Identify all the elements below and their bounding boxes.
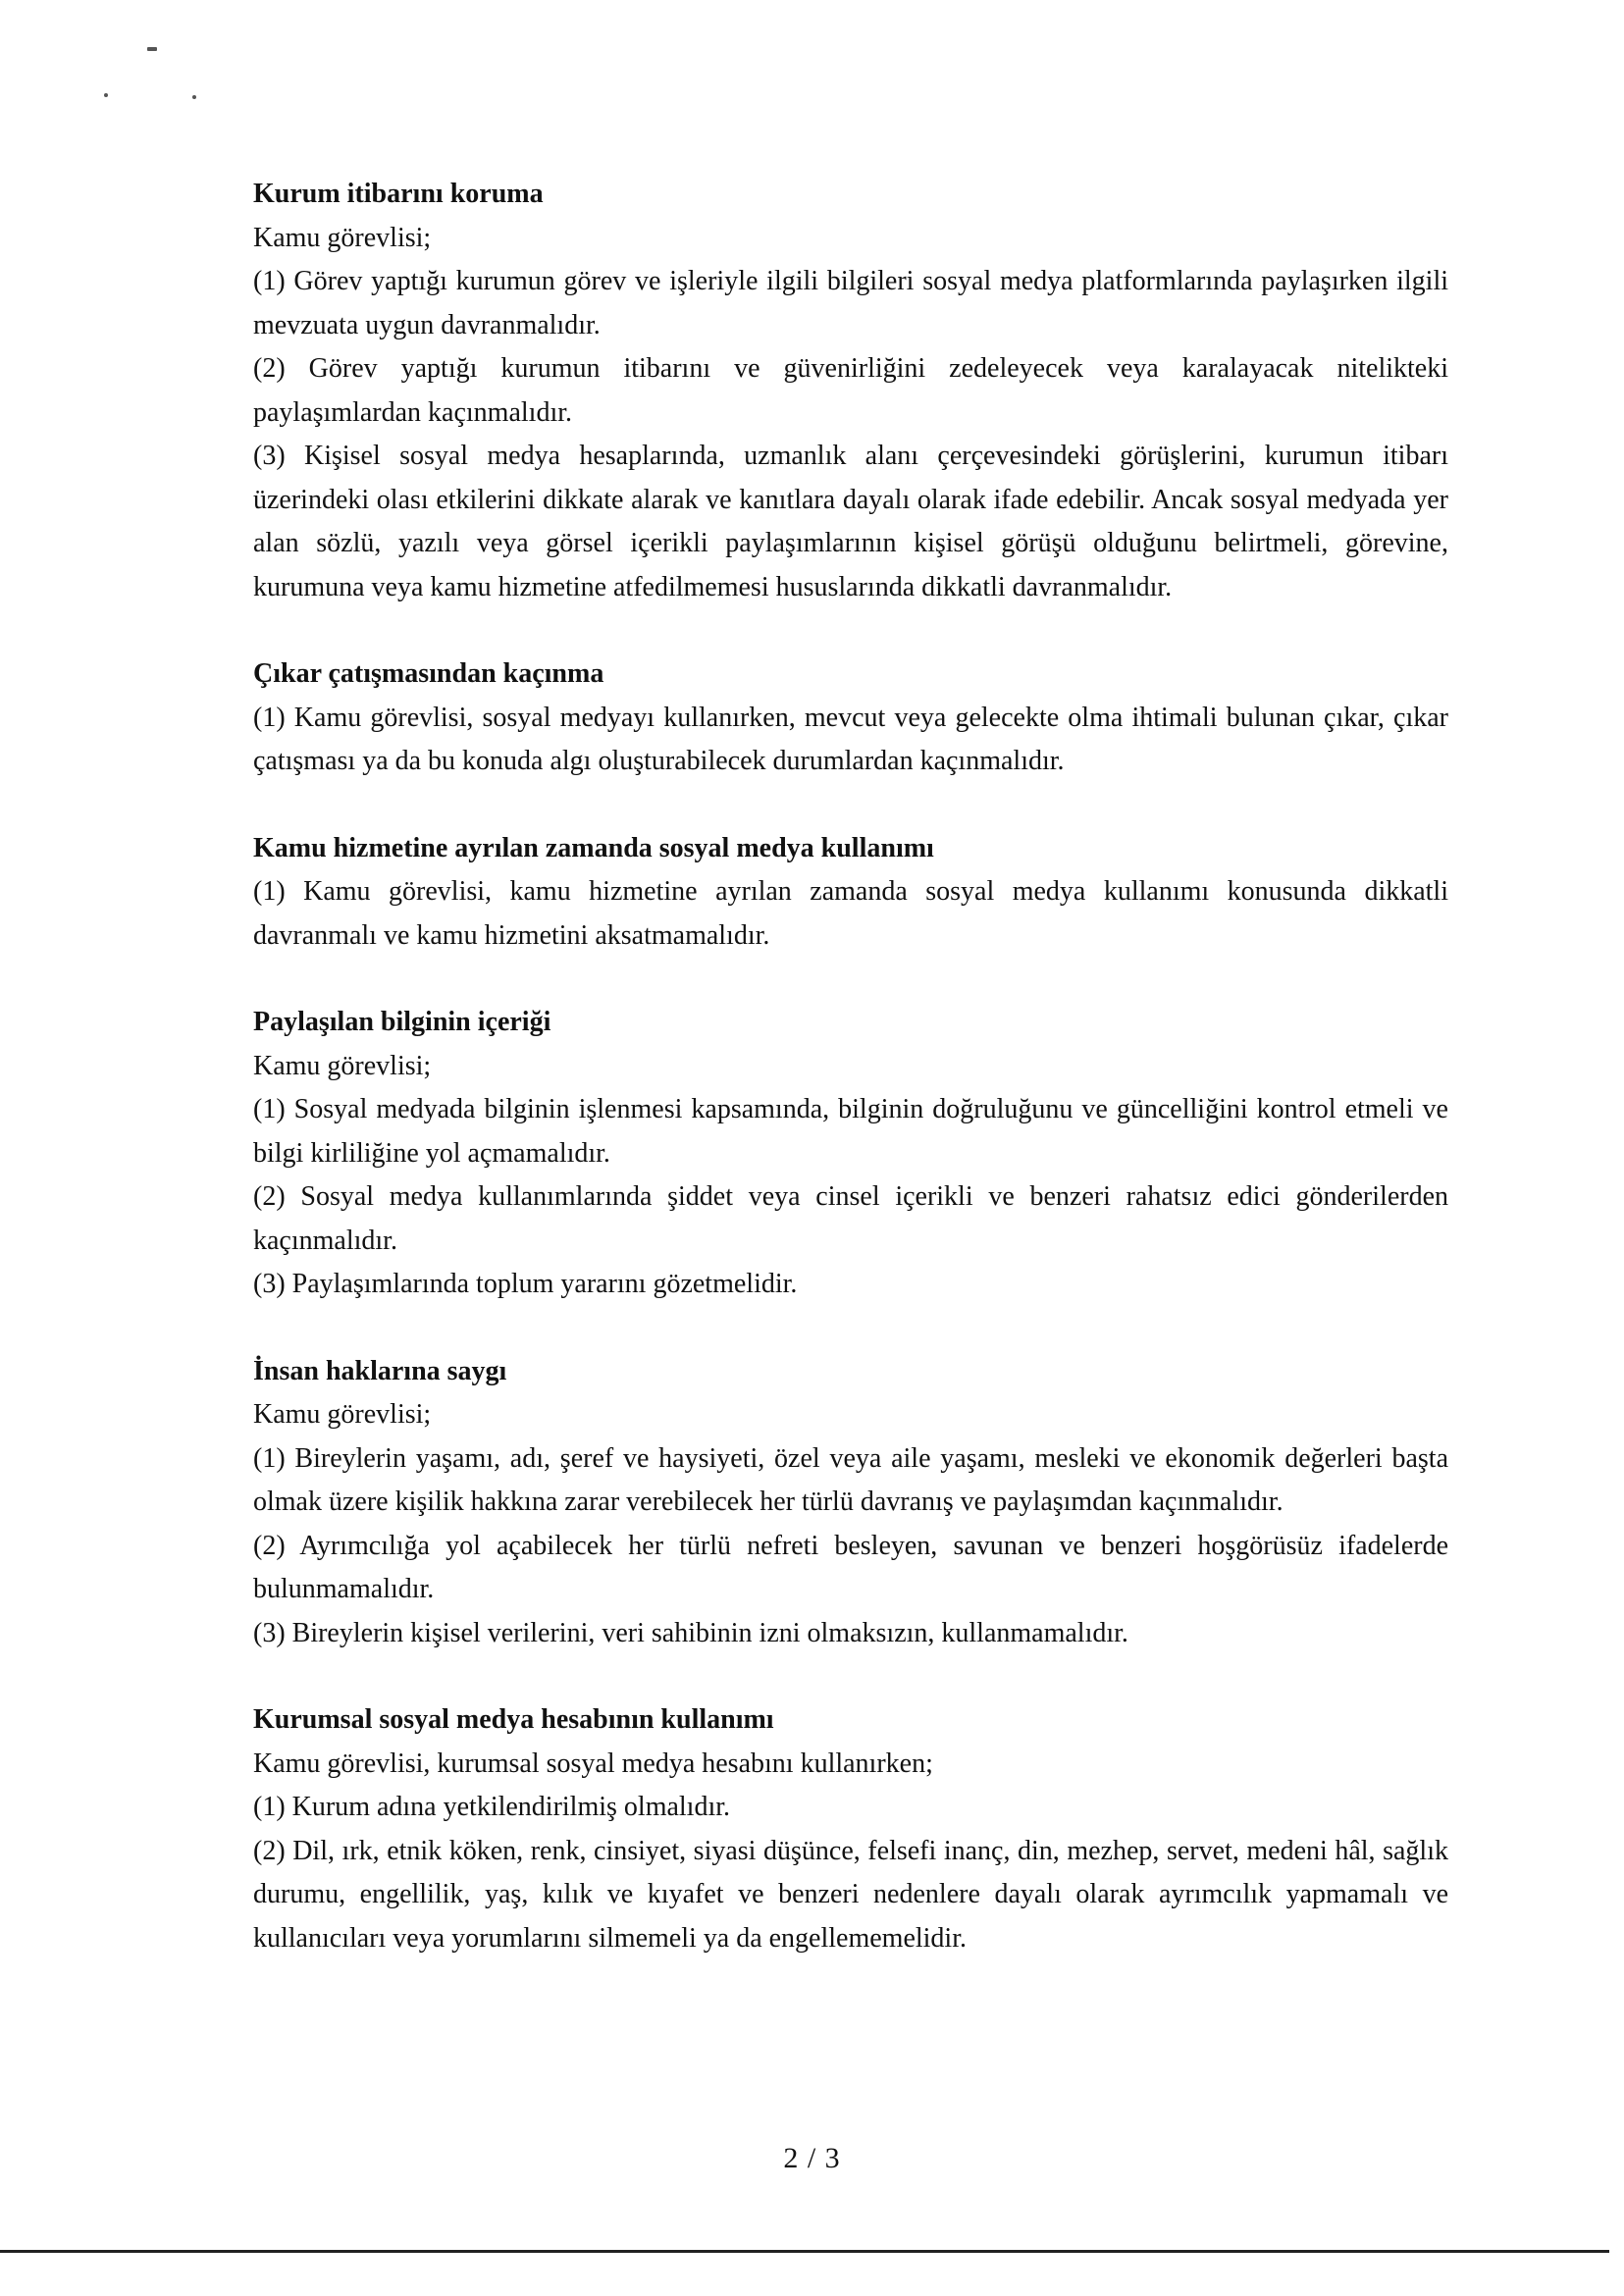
section-heading: Kurum itibarını koruma <box>253 179 544 209</box>
section-paragraph: (1) Kamu görevlisi, sosyal medyayı kullanırken, mevcut veya gelecekte olma ihtimali bulunan çıkar, çıkar çatışması ya da bu konuda algı oluşturabilecek durumlardan kaçınmalıdır. <box>253 702 1448 776</box>
document-body <box>253 173 1448 2004</box>
section-paragraph: (1) Kamu görevlisi, kamu hizmetine ayrılan zamanda sosyal medya kullanımı konusunda dikkatli davranmalı ve kamu hizmetini aksatmamalıdır. <box>253 876 1448 951</box>
document-section <box>253 1350 1448 1656</box>
section-heading: Kamu hizmetine ayrılan zamanda sosyal medya kullanımı <box>253 832 934 863</box>
section-paragraph: Kamu görevlisi, kurumsal sosyal medya hesabını kullanırken; <box>253 1748 933 1779</box>
section-heading: Kurumsal sosyal medya hesabının kullanımı <box>253 1704 774 1735</box>
section-paragraph: (1) Sosyal medyada bilginin işlenmesi kapsamında, bilginin doğruluğunu ve güncelliğini kontrol etmeli ve bilgi kirliliğine yol açmamalıdır. <box>253 1094 1448 1169</box>
document-section <box>253 173 1448 609</box>
section-paragraph: (3) Bireylerin kişisel verilerini, veri sahibinin izni olmaksızın, kullanmamalıdır. <box>253 1617 1128 1648</box>
document-section <box>253 1001 1448 1307</box>
page-number: 2 / 3 <box>783 2142 841 2174</box>
section-heading: İnsan haklarına saygı <box>253 1355 507 1386</box>
section-paragraph: (2) Dil, ırk, etnik köken, renk, cinsiyet, siyasi düşünce, felsefi inanç, din, mezhep, servet, medeni hâl, sağlık durumu, engellilik, yaş, kılık ve kıyafet ve benzeri nedenlere dayalı olarak ayrımcılık yapmamalı ve kullanıcıları veya yorumlarını silmemeli ya da engellememelidir. <box>253 1835 1448 1954</box>
document-section <box>253 827 1448 959</box>
section-paragraph: (1) Kurum adına yetkilendirilmiş olmalıdır. <box>253 1792 731 1822</box>
section-paragraph: (1) Görev yaptığı kurumun görev ve işleriyle ilgili bilgileri sosyal medya platformlarında paylaşırken ilgili mevzuata uygun davranmalıdır. <box>253 266 1448 340</box>
bottom-rule <box>0 2250 1609 2253</box>
section-paragraph: (2) Ayrımcılığa yol açabilecek her türlü nefreti besleyen, savunan ve benzeri hoşgörüsüz ifadelerde bulunmamalıdır. <box>253 1530 1448 1604</box>
section-paragraph: (1) Bireylerin yaşamı, adı, şeref ve haysiyeti, özel veya aile yaşamı, mesleki ve ekonomik değerleri başta olmak üzere kişilik hakkına zarar verebilecek her türlü davranış ve paylaşımdan kaçınmalıdır. <box>253 1442 1448 1517</box>
scan-speck <box>192 95 196 99</box>
section-paragraph: Kamu görevlisi; <box>253 222 432 253</box>
section-paragraph: (3) Paylaşımlarında toplum yararını gözetmelidir. <box>253 1269 798 1299</box>
section-paragraph: (2) Görev yaptığı kurumun itibarını ve güvenirliğini zedeleyecek veya karalayacak nitelikteki paylaşımlardan kaçınmalıdır. <box>253 353 1448 428</box>
section-heading: Çıkar çatışmasından kaçınma <box>253 658 604 689</box>
scan-speck <box>147 47 157 51</box>
section-paragraph: (3) Kişisel sosyal medya hesaplarında, uzmanlık alanı çerçevesindeki görüşlerini, kurumun itibarı üzerindeki olası etkilerini dikkate alarak ve kanıtlara dayalı olarak ifade edebilir. Ancak sosyal medyada yer alan sözlü, yazılı veya görsel içerikli paylaşımlarının kişisel görüşü olduğunu belirtmeli, görevine, kurumuna veya kamu hizmetine atfedilmemesi hususlarında dikkatli davranmalıdır. <box>253 441 1448 602</box>
section-heading: Paylaşılan bilginin içeriği <box>253 1007 551 1037</box>
document-section <box>253 1698 1448 1960</box>
section-paragraph: (2) Sosyal medya kullanımlarında şiddet veya cinsel içerikli ve benzeri rahatsız edici gönderilerden kaçınmalıdır. <box>253 1181 1448 1256</box>
document-section <box>253 652 1448 784</box>
section-paragraph: Kamu görevlisi; <box>253 1399 432 1430</box>
scan-speck <box>104 93 108 97</box>
section-paragraph: Kamu görevlisi; <box>253 1050 432 1081</box>
